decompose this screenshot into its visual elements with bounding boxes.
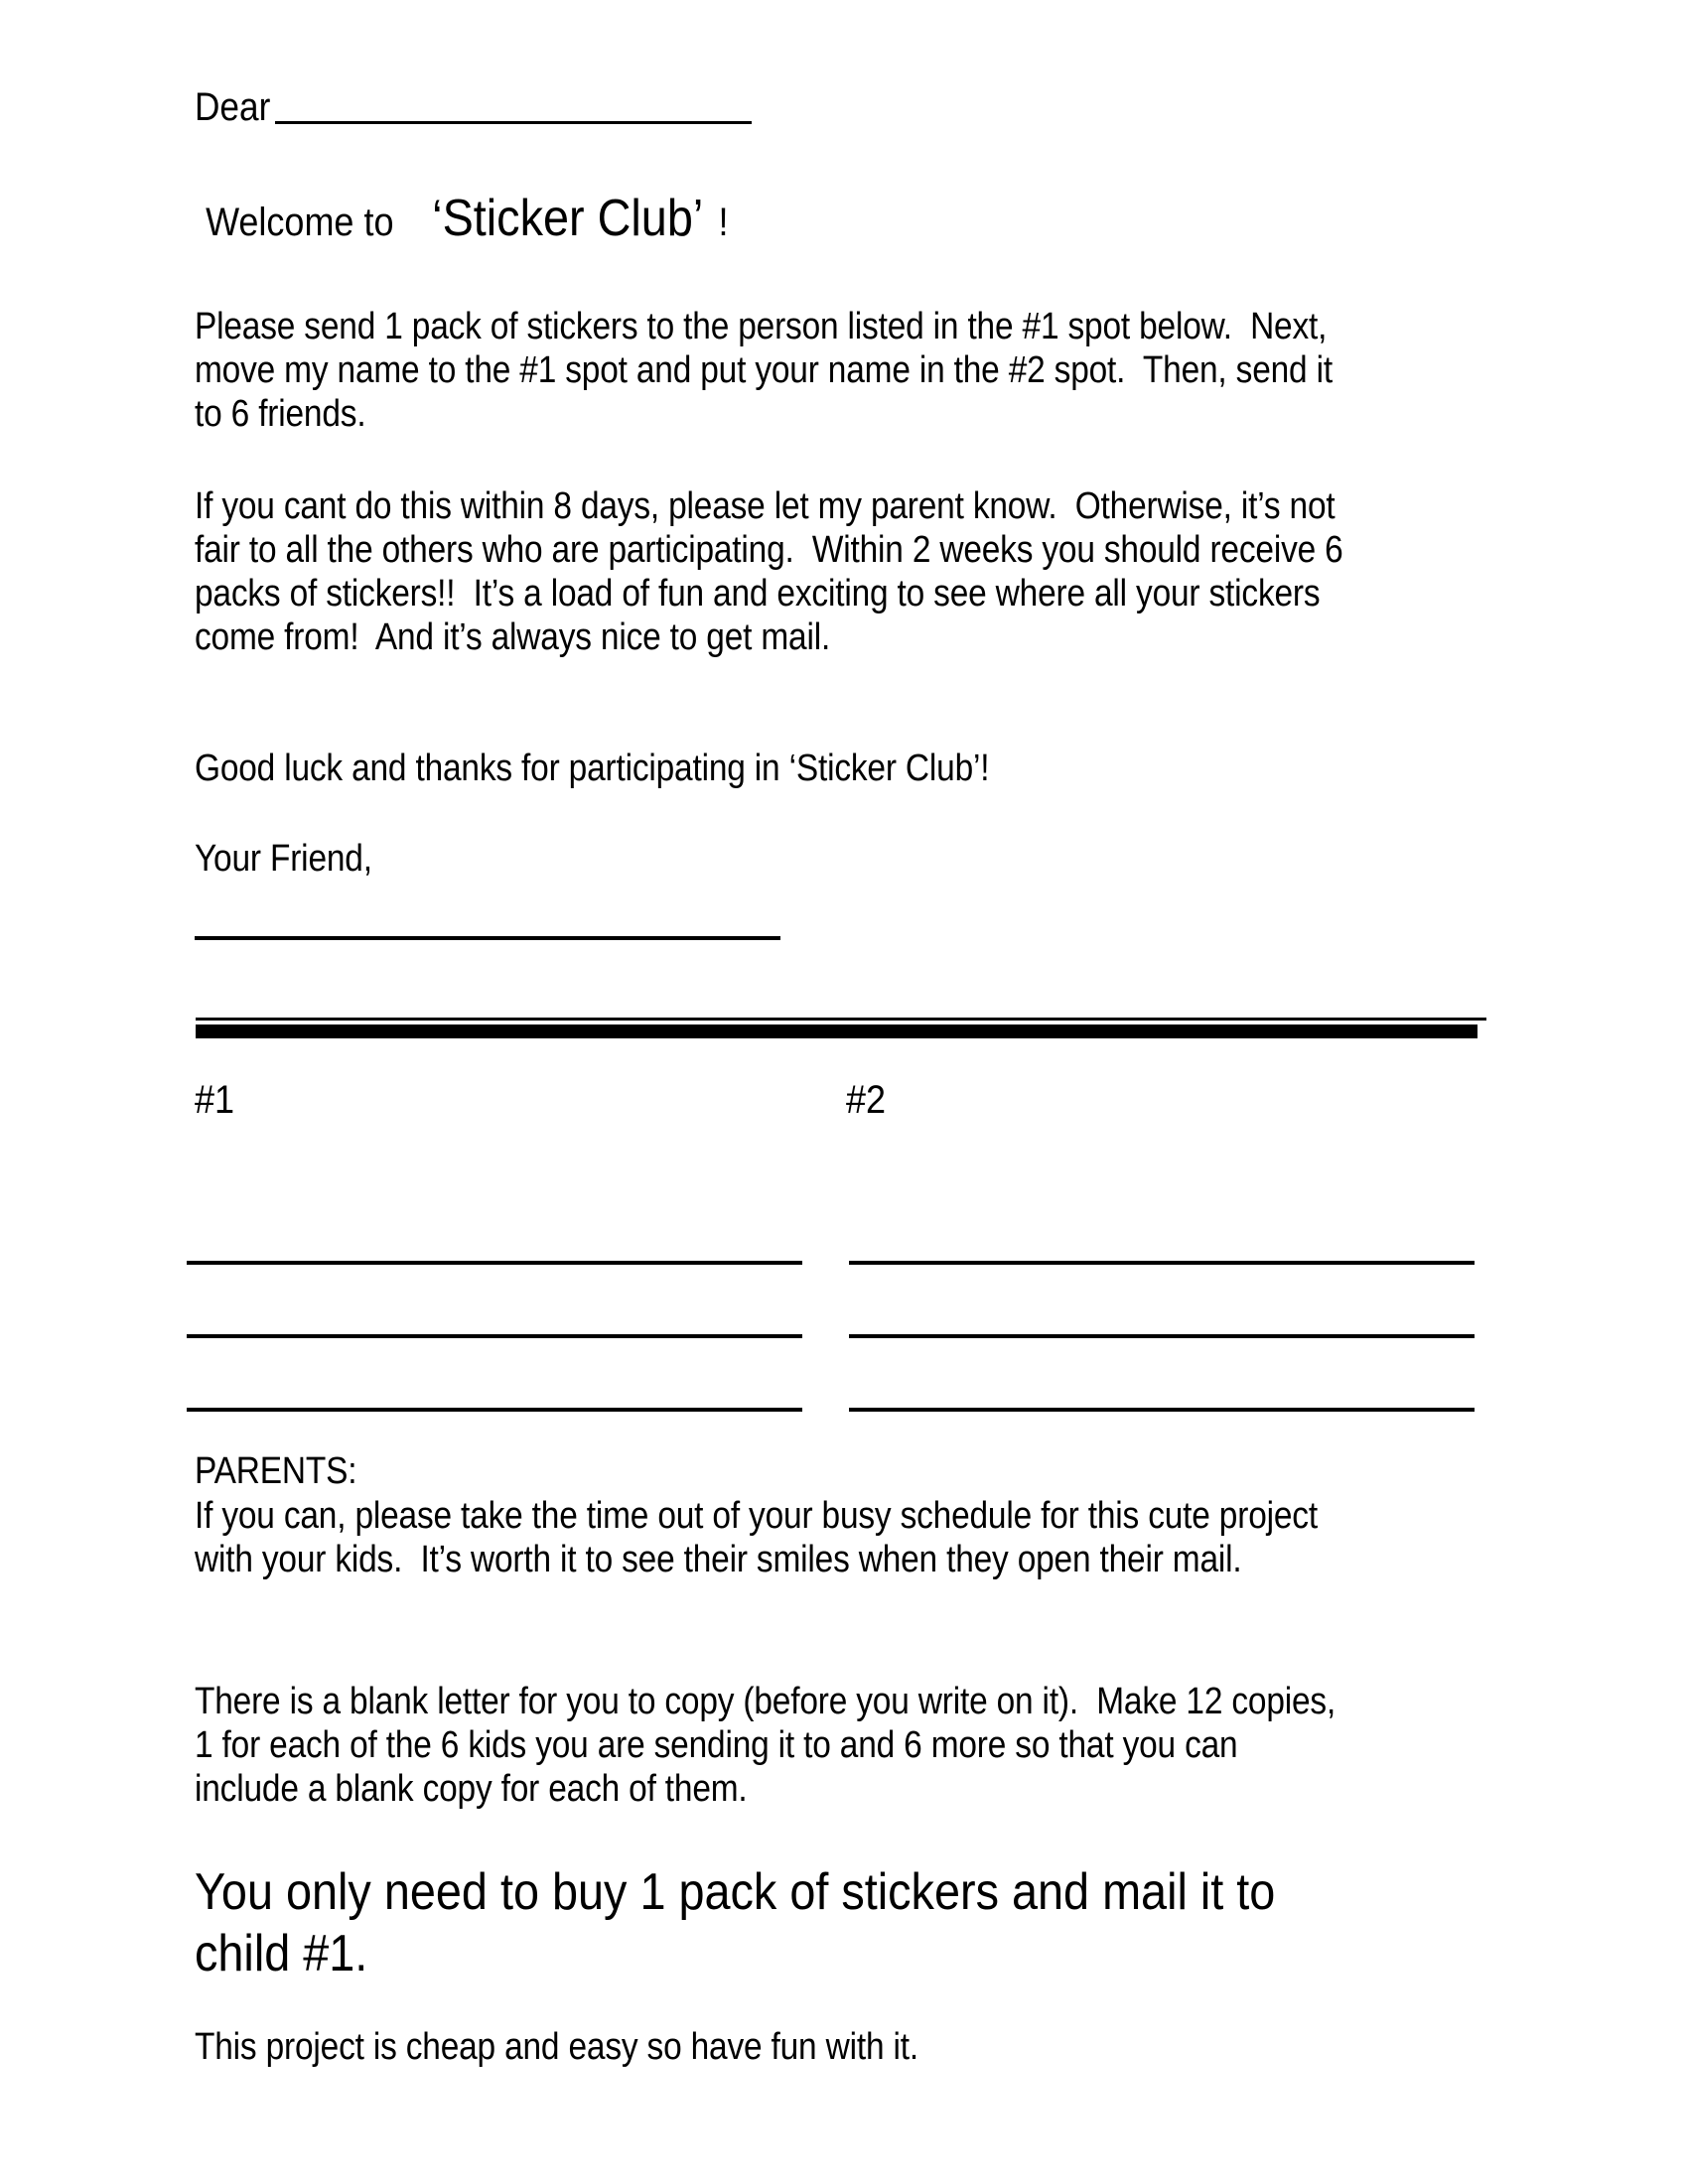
welcome-lead-text: Welcome to: [206, 201, 404, 244]
divider-thick-rule: [196, 1024, 1477, 1038]
copies-instructions-paragraph: There is a blank letter for you to copy (before you write on it). Make 12 copies, 1 for each of the 6 kids you are sending it to and 6 more so that you can include a blank copy for each of them.: [195, 1681, 1345, 1810]
signature-blank-field[interactable]: [195, 936, 780, 940]
name-line-row: [0, 1191, 1688, 1265]
name-lines-grid: [0, 1191, 1688, 1412]
welcome-heading: [195, 189, 729, 248]
good-luck-paragraph: Good luck and thanks for participating in ‘Sticker Club’!: [195, 748, 990, 789]
spot-2-name-field-3[interactable]: [849, 1408, 1475, 1412]
purchase-callout-text: You only need to buy 1 pack of stickers and mail it to child #1.: [195, 1863, 1289, 1982]
salutation-row: [195, 87, 752, 127]
section-divider: [196, 1018, 1486, 1038]
spot-1-name-field-3[interactable]: [187, 1408, 802, 1412]
name-line-row: [0, 1338, 1688, 1412]
sign-off-text: Your Friend,: [195, 838, 372, 880]
parents-heading: PARENTS:: [195, 1450, 357, 1492]
name-line-row: [0, 1265, 1688, 1338]
club-name-text: ‘Sticker Club’: [431, 190, 703, 247]
salutation-blank-field[interactable]: [275, 121, 752, 124]
spot-2-label: #2: [846, 1078, 887, 1122]
deadline-paragraph: If you cant do this within 8 days, please let my parent know. Otherwise, it’s not fair to all the others who are participating. Within 2 weeks you should receive 6 packs of stickers!! It’s a load of fun and exciting to see where all your stickers come from! And it’s always nice to get mail.: [195, 485, 1352, 658]
welcome-punctuation: !: [718, 201, 729, 244]
spot-1-label: #1: [195, 1078, 235, 1122]
parents-body-paragraph: If you can, please take the time out of your busy schedule for this cute project with your kids. It’s worth it to see their smiles when they open their mail.: [195, 1495, 1328, 1580]
closing-paragraph: This project is cheap and easy so have fun with it.: [195, 2026, 918, 2068]
instructions-paragraph: Please send 1 pack of stickers to the person listed in the #1 spot below. Next, move my name to the #1 spot and put your name in the #2 spot. Then, send it to 6 friends.: [195, 306, 1342, 435]
salutation-label: Dear: [195, 85, 271, 129]
